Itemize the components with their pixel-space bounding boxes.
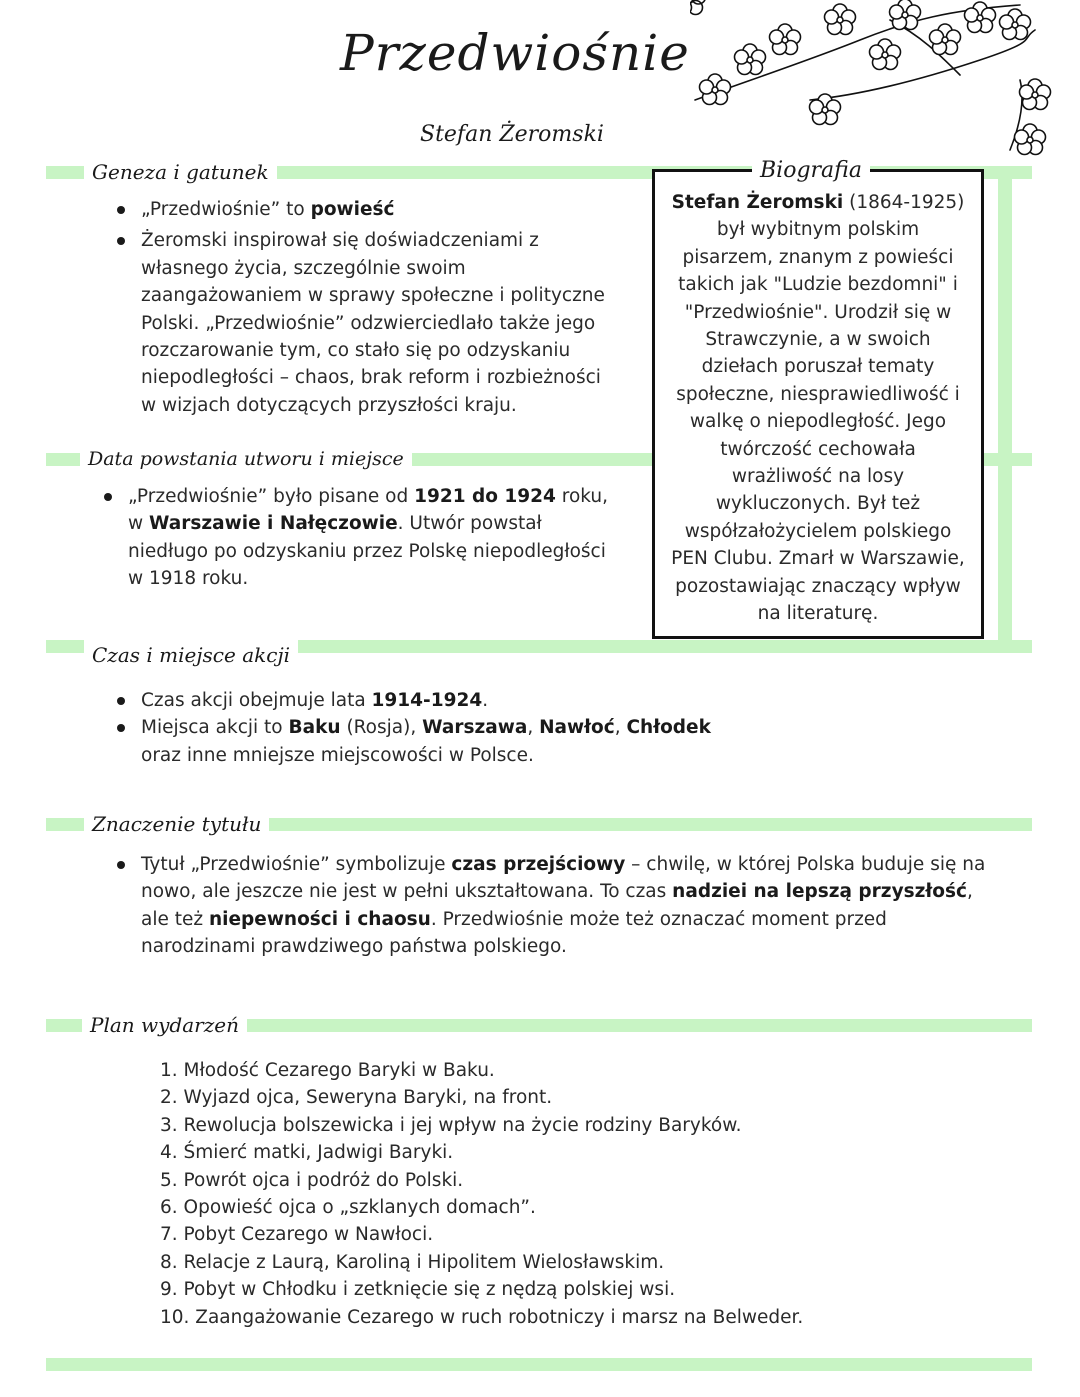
data-item: „Przedwiośnie” było pisane od 1921 do 1924 roku, w Warszawie i Nałęczowie. Utwór powstał niedługo po odzyskaniu przez Polskę niepodległości w 1918 roku. [100, 483, 610, 593]
geneza-item: „Przedwiośnie” to powieść [113, 196, 613, 223]
plan-item: 6. Opowieść ojca o „szklanych domach”. [160, 1197, 536, 1219]
page-title: Przedwiośnie [340, 24, 690, 82]
biografia-side-bar [998, 166, 1012, 652]
plan-item: 4. Śmierć matki, Jadwigi Baryki. [160, 1142, 454, 1164]
czas-item: Czas akcji obejmuje lata 1914-1924. [113, 687, 713, 714]
heading-plan: Plan wydarzeń [82, 1010, 247, 1040]
biografia-box [652, 169, 984, 639]
znaczenie-item: Tytuł „Przedwiośnie” symbolizuje czas przejściowy – chwilę, w której Polska buduje się na nowo, ale jeszcze nie jest w pełni ukształtowana. To czas nadziei na lepszą przyszłość, ale też niepewności i chaosu. Przedwiośnie może też oznaczać moment przed narodzinami prawdziwego państwa polskiego. [113, 851, 993, 961]
plan-section [160, 1057, 1020, 1331]
geneza-section [113, 196, 613, 419]
plan-item: 7. Pobyt Cezarego w Nawłoci. [160, 1224, 434, 1246]
plan-item: 5. Powrót ojca i podróż do Polski. [160, 1169, 464, 1191]
plan-item: 8. Relacje z Laurą, Karoliną i Hipolitem Wielosławskim. [160, 1251, 665, 1273]
divider-bottom [46, 1358, 1032, 1371]
czas-item: Miejsca akcji to Baku (Rosja), Warszawa, Nawłoć, Chłodek oraz inne mniejsze miejscowości w Polsce. [113, 714, 713, 769]
plan-item: 3. Rewolucja bolszewicka i jej wpływ na życie rodziny Baryków. [160, 1114, 742, 1136]
plan-item: 10. Zaangażowanie Cezarego w ruch robotniczy i marsz na Belweder. [160, 1306, 804, 1328]
geneza-item: Żeromski inspirował się doświadczeniami z własnego życia, szczególnie swoim zaangażowaniem w sprawy społeczne i polityczne Polski. „Przedwiośnie” odzwierciedlało także jego rozczarowanie tym, co stało się po odzyskaniu niepodległości – chaos, brak reform i rozbieżności w wizjach dotyczących przyszłości kraju. [113, 227, 613, 419]
author-subtitle: Stefan Żeromski [420, 122, 604, 147]
flower-branch-decoration [690, 0, 1070, 165]
plan-item: 2. Wyjazd ojca, Seweryna Baryki, na front. [160, 1087, 553, 1109]
heading-czas: Czas i miejsce akcji [84, 640, 298, 670]
data-section [100, 483, 610, 593]
heading-geneza: Geneza i gatunek [84, 157, 277, 187]
plan-item: 9. Pobyt w Chłodku i zetknięcie się z nędzą polskiej wsi. [160, 1279, 676, 1301]
znaczenie-section [113, 851, 993, 961]
heading-data: Data powstania utworu i miejsce [80, 444, 412, 474]
plan-item: 1. Młodość Cezarego Baryki w Baku. [160, 1060, 495, 1081]
heading-znaczenie: Znaczenie tytułu [84, 809, 269, 839]
biografia-text: Stefan Żeromski (1864-1925) był wybitnym polskim pisarzem, znanym z powieści takich jak "Ludzie bezdomni" i "Przedwiośnie". Urodził się w Strawczynie, a w swoich dziełach poruszał tematy społeczne, niesprawiedliwość i walkę o niepodległość. Jego twórczość cechowała wrażliwość na losy wykluczonych. Był też współzałożycielem polskiego PEN Clubu. Zmarł w Warszawie, pozostawiając znaczący wpływ na literaturę. [671, 192, 965, 625]
czas-section [113, 687, 713, 769]
heading-biografia: Biografia [752, 156, 870, 186]
